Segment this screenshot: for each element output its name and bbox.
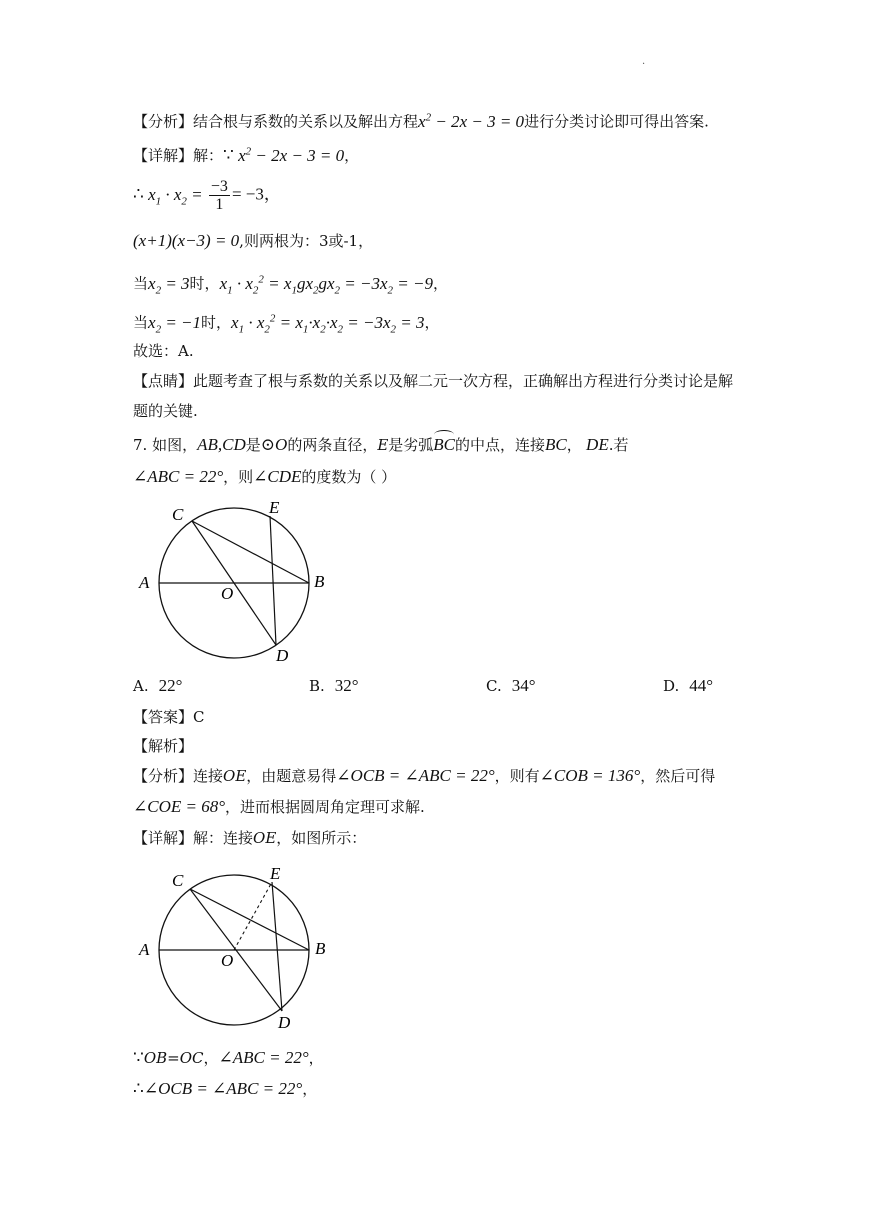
fraction: $\frac{-3}{1}$ <box>210 178 228 213</box>
analysis-text: 结合根与系数的关系以及解出方程 <box>193 112 419 131</box>
product-formula: $x_1 \cdot x_2$ = <box>148 184 207 207</box>
analysis-text-end: 进行分类讨论即可得出答案. <box>524 112 709 131</box>
case-result: $x_1 \cdot x_2^2 = x_1gx_2gx_2 = -3x_2 = -9$ <box>219 273 433 297</box>
detail-line: 【详解】解：∵ $x^2 - 2x - 3 = 0$， <box>133 145 360 165</box>
option-d[interactable]: D. 44° <box>663 676 714 695</box>
figure-1 <box>135 495 335 665</box>
detail-2-line: 【详解】解：连接OE，如图所示： <box>133 829 367 847</box>
chord-bc <box>192 521 309 583</box>
because-line: ∵OB=OC，∠ABC = 22°， <box>133 1048 324 1067</box>
chord-bc <box>190 889 309 950</box>
circle-o: ⊙O <box>260 435 288 454</box>
product-line: ∴ $x_1 \cdot x_2$ = $\frac{-3}{1}$ = −3， <box>133 178 281 213</box>
question-7-line-2: ∠ABC = 22°，则∠CDE的度数为（ ） <box>133 467 397 486</box>
answer-options <box>133 676 753 698</box>
analysis-2-line-1: 【分析】连接OE，由题意易得∠OCB = ∠ABC = 22°，则有∠COB = 136°，然后可得 <box>133 766 716 785</box>
because-symbol: ∵ <box>223 145 239 165</box>
detail-text: 解： <box>193 146 224 165</box>
factored-equation: (x+1)(x−3) = 0 <box>133 231 240 250</box>
label-b: B <box>314 572 325 591</box>
comment-tag: 【点睛】 <box>133 372 194 390</box>
label-a: A <box>139 573 150 592</box>
arc-bc: BC <box>433 435 456 454</box>
analysis-tag: 【分析】 <box>133 112 194 131</box>
label-o: O <box>221 584 234 603</box>
case-condition: $x_2 = -1$ <box>148 312 202 336</box>
equation: $x^2 - 2x - 3 = 0$ <box>238 145 345 165</box>
case-one-line: 当$x_2 = 3$时，$x_1 \cdot x_2^2 = x_1gx_2gx_2 = -3x_2 = -9$， <box>133 273 448 297</box>
label-e: E <box>270 864 281 883</box>
dashed-oe <box>234 882 272 950</box>
label-e: E <box>269 498 280 517</box>
label-d: D <box>276 646 289 665</box>
case-condition: $x_2 = 3$ <box>148 273 190 297</box>
label-d: D <box>278 1013 291 1032</box>
therefore-line: ∴∠OCB = ∠ABC = 22°， <box>133 1079 318 1098</box>
roots-line <box>133 230 373 252</box>
question-7-line-1: 7. 如图，AB,CD是⊙O的两条直径，E是劣弧BC的中点，连接BC， DE.若 <box>133 435 629 454</box>
diameters: AB,CD <box>197 435 246 454</box>
analysis-line <box>133 106 709 133</box>
label-b: B <box>315 939 326 958</box>
given-angle: ∠ABC = 22° <box>133 467 224 486</box>
comment-line-2: 题的关键. <box>133 402 198 420</box>
case-result: $x_1 \cdot x_2^2 = x_1\cdot x_2\cdot x_2 = -3x_2 = 3$ <box>231 312 425 336</box>
label-o: O <box>221 951 234 970</box>
option-c[interactable]: C. 34° <box>486 676 536 695</box>
jiexi-line: 【解析】 <box>133 737 194 755</box>
page-mark: . <box>642 56 646 67</box>
equation: $x^2 - 2x - 3 = 0$ <box>418 111 525 131</box>
choose-line: 故选：A. <box>133 342 194 360</box>
label-c: C <box>172 505 184 524</box>
answer-line: 【答案】C <box>133 708 205 726</box>
chord-de <box>270 516 276 645</box>
label-a: A <box>139 940 150 959</box>
roots-text: ,则两根为：3或-1， <box>239 232 374 250</box>
option-a[interactable]: A. 22° <box>133 676 183 695</box>
option-b[interactable]: B. 32° <box>309 676 359 695</box>
label-c: C <box>172 871 184 890</box>
detail-tag: 【详解】 <box>133 146 194 165</box>
figure-2 <box>135 862 335 1034</box>
chord-de <box>272 882 282 1011</box>
analysis-2-line-2: ∠COE = 68°，进而根据圆周角定理可求解. <box>133 797 425 816</box>
comment-line: 【点睛】此题考查了根与系数的关系以及解二元一次方程，正确解出方程进行分类讨论是解 <box>133 372 734 390</box>
case-two-line: 当$x_2 = -1$时，$x_1 \cdot x_2^2 = x_1\cdot x_2\cdot x_2 = -3x_2 = 3$， <box>133 312 440 336</box>
